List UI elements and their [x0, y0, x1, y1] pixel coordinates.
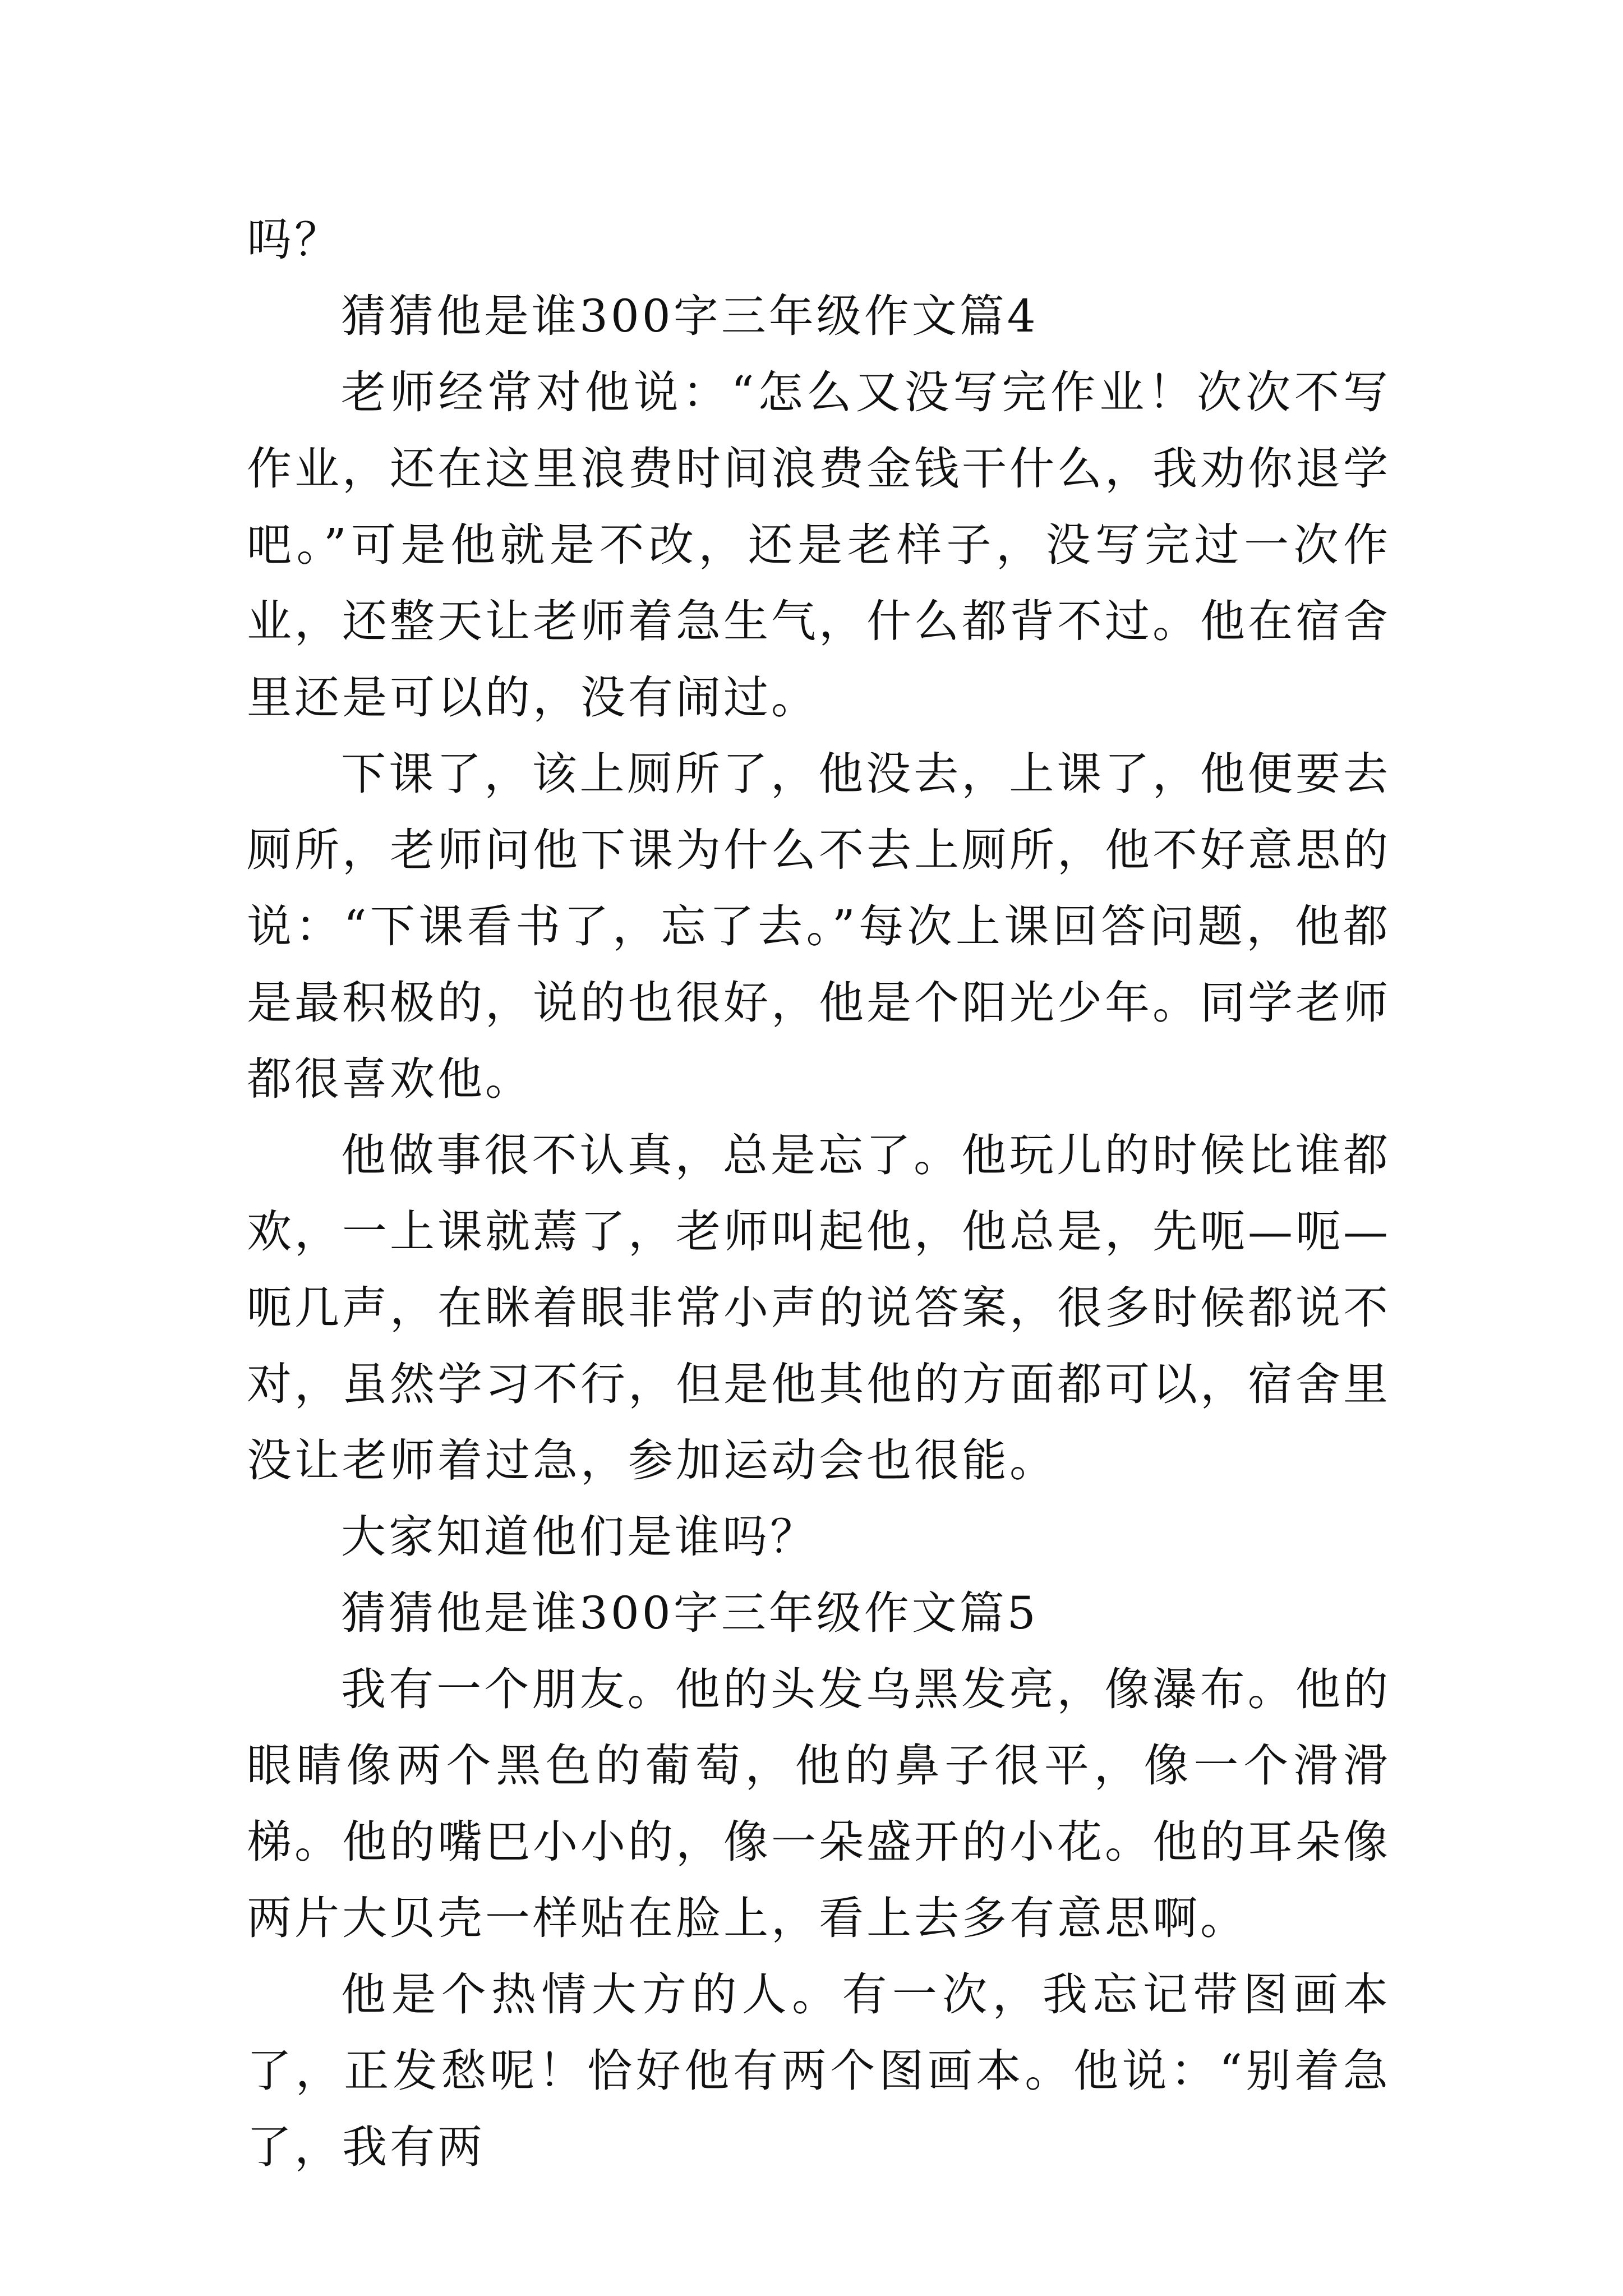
section-heading-4: 猜猜他是谁300字三年级作文篇4: [341, 290, 1039, 342]
paragraph: 他做事很不认真，总是忘了。他玩儿的时候比谁都欢，一上课就蔫了，老师叫起他，他总是，先呃—呃—呃几声，在眯着眼非常小声的说答案，很多时候都说不对，虽然学习不行，但是他其他的方面都可以，宿舍里没让老师着过急，参加运动会也很能。: [247, 1129, 1391, 1487]
paragraph: 他是个热情大方的人。有一次，我忘记带图画本了，正发愁呢！恰好他有两个图画本。他说：“别着急了，我有两: [247, 1968, 1391, 2173]
document-body: [247, 202, 1391, 2185]
paragraph: 老师经常对他说：“怎么又没写完作业！次次不写作业，还在这里浪费时间浪费金钱干什么，我劝你退学吧。”可是他就是不改，还是老样子，没写完过一次作业，还整天让老师着急生气，什么都背不过。他在宿舍里还是可以的，没有闹过。: [247, 366, 1391, 724]
paragraph: 大家知道他们是谁吗？: [341, 1511, 818, 1563]
paragraph: 我有一个朋友。他的头发乌黑发亮，像瀑布。他的眼睛像两个黑色的葡萄，他的鼻子很平，像一个滑滑梯。他的嘴巴小小的，像一朵盛开的小花。他的耳朵像两片大贝壳一样贴在脸上，看上去多有意思啊。: [247, 1663, 1391, 1944]
paragraph-continuation: 吗？: [247, 214, 342, 266]
section-heading-5: 猜猜他是谁300字三年级作文篇5: [341, 1587, 1039, 1639]
paragraph: 下课了，该上厕所了，他没去，上课了，他便要去厕所，老师问他下课为什么不去上厕所，他不好意思的说：“下课看书了，忘了去。”每次上课回答问题，他都是最积极的，说的也很好，他是个阳光少年。同学老师都很喜欢他。: [247, 748, 1391, 1105]
